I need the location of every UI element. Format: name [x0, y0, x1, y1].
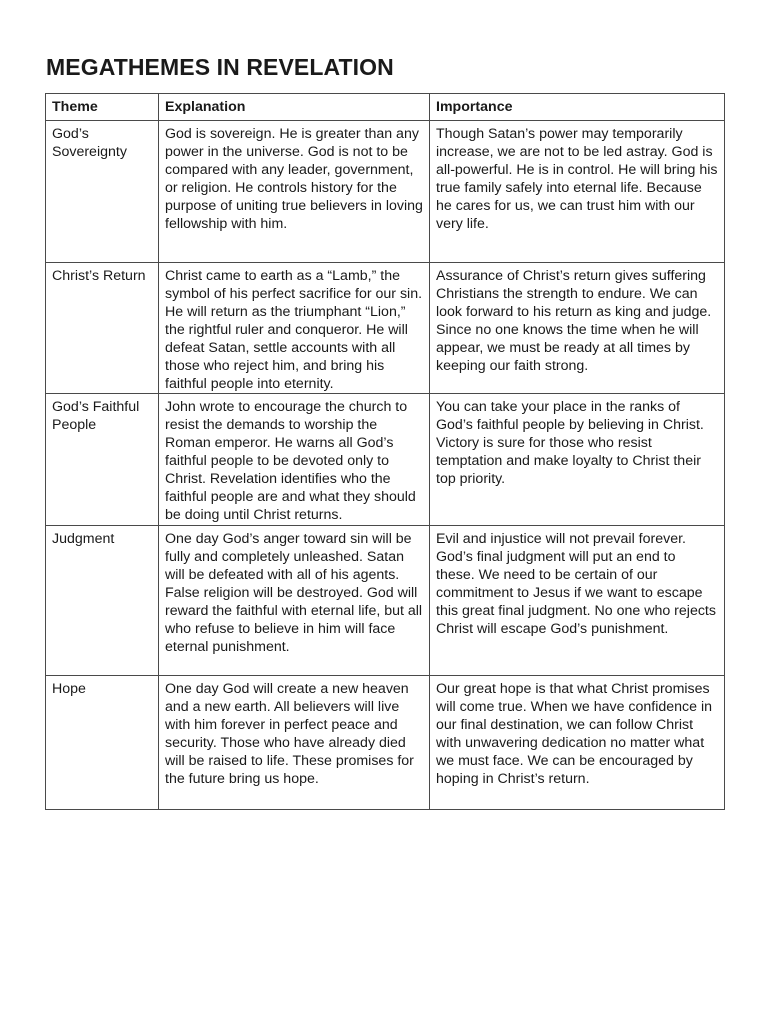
table-header-row — [46, 94, 725, 121]
importance-cell: Evil and injustice will not prevail forever. God’s final judgment will put an end to these. We need to be certain of our commitment to Jesus if we want to escape this great final judgment. No one who rejects Christ will escape God’s punishment. — [430, 526, 725, 676]
theme-cell: God’s Sovereignty — [46, 121, 159, 263]
explanation-cell: One day God will create a new heaven and a new earth. All believers will live with him forever in perfect peace and security. Those who have already died will be raised to life. These promises for the future bring us hope. — [159, 676, 430, 810]
importance-cell: Our great hope is that what Christ promises will come true. When we have confidence in our final destination, we can follow Christ with unwavering dedication no matter what we must face. We can be encouraged by hoping in Christ’s return. — [430, 676, 725, 810]
theme-cell: Judgment — [46, 526, 159, 676]
table-row — [46, 263, 725, 394]
table-row — [46, 394, 725, 526]
theme-cell: God’s Faithful People — [46, 394, 159, 526]
megathemes-table — [45, 93, 725, 810]
explanation-cell: Christ came to earth as a “Lamb,” the symbol of his perfect sacrifice for our sin. He will return as the triumphant “Lion,” the rightful ruler and conqueror. He will defeat Satan, settle accounts with all those who reject him, and bring his faithful people into eternity. — [159, 263, 430, 394]
table-row — [46, 526, 725, 676]
page-title: MEGATHEMES IN REVELATION — [46, 54, 394, 80]
table-row — [46, 676, 725, 810]
header-explanation: Explanation — [159, 94, 430, 121]
explanation-cell: John wrote to encourage the church to resist the demands to worship the Roman emperor. He warns all God’s faithful people to be devoted only to Christ. Revelation identifies who the faithful people are and what they should be doing until Christ returns. — [159, 394, 430, 526]
theme-cell: Hope — [46, 676, 159, 810]
importance-cell: Assurance of Christ’s return gives suffering Christians the strength to endure. We can look forward to his return as king and judge. Since no one knows the time when he will appear, we must be ready at all times by keeping our faith strong. — [430, 263, 725, 394]
header-theme: Theme — [46, 94, 159, 121]
importance-cell: Though Satan’s power may temporarily increase, we are not to be led astray. God is all-powerful. He is in control. He will bring his true family safely into eternal life. Because he cares for us, we can trust him with our very life. — [430, 121, 725, 263]
explanation-cell: God is sovereign. He is greater than any power in the universe. God is not to be compared with any leader, government, or religion. He controls history for the purpose of uniting true believers in loving fellowship with him. — [159, 121, 430, 263]
table-row — [46, 121, 725, 263]
importance-cell: You can take your place in the ranks of God’s faithful people by believing in Christ. Victory is sure for those who resist temptation and make loyalty to Christ their top priority. — [430, 394, 725, 526]
theme-cell: Christ’s Return — [46, 263, 159, 394]
header-importance: Importance — [430, 94, 725, 121]
explanation-cell: One day God’s anger toward sin will be fully and completely unleashed. Satan will be defeated with all of his agents. False religion will be destroyed. God will reward the faithful with eternal life, but all who refuse to believe in him will face eternal punishment. — [159, 526, 430, 676]
